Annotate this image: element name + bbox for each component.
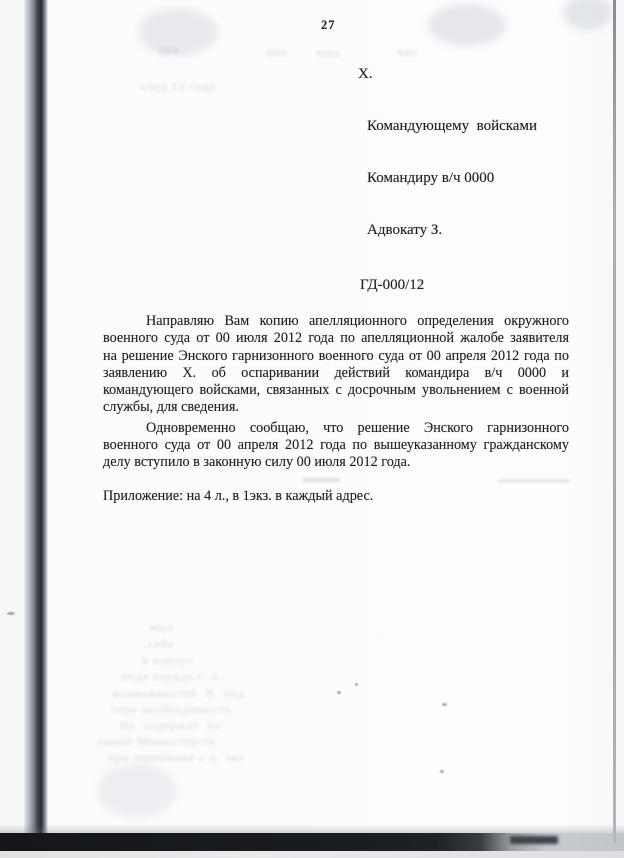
ink-speck (7, 612, 15, 615)
paragraph-line: военного суда от 00 апреля 2012 года по вышеуказанному гражданскому (103, 437, 569, 454)
bleedthrough-fragment: наций Министерств (97, 734, 217, 748)
ink-speck (337, 691, 341, 694)
page-number: 27 (321, 18, 336, 32)
right-page-edge-line (613, 0, 616, 843)
paragraph-1 (103, 313, 569, 417)
paragraph-line: службы, для сведения. (103, 399, 239, 416)
ink-speck (440, 770, 444, 773)
bottom-edge-shadow (0, 824, 624, 833)
bleedthrough-fragment: след 12 года (141, 79, 216, 93)
bleedthrough-fragment: тере необходимость (112, 702, 232, 716)
ink-speck (442, 703, 447, 706)
below-edge-strip (0, 851, 624, 858)
paragraph-line: делу вступило в законную силу 00 июля 2012 года. (103, 454, 411, 471)
faint-smudge-dash (302, 478, 340, 482)
paragraph-line: Направляю Вам копию апелляционного определения окружного (146, 313, 569, 329)
recipient-x: Х. (358, 66, 373, 82)
paragraph-line: заявлению Х. об оспаривании действий командира в/ч 0000 и (103, 364, 569, 381)
scan-smudge (563, 0, 611, 30)
letter-body (103, 313, 569, 472)
bleedthrough-fragment: Не содержат по (120, 718, 222, 732)
recipient-commander-troops: Командующему войсками (367, 118, 537, 134)
bleedthrough-fragment: нпо (317, 45, 341, 60)
ink-speck (355, 683, 358, 686)
bleedthrough-fragment: час (397, 44, 419, 59)
attachment-note: Приложение: на 4 л., в 1экз. в каждый адрес. (103, 488, 374, 504)
paragraph-line: Одновременно сообщаю, что решение Энского гарнизонного (146, 419, 569, 436)
paragraph-2 (103, 420, 569, 472)
scan-smudge (428, 4, 506, 46)
bleedthrough-fragment: апо (266, 44, 289, 59)
bleedthrough-fragment: возможностей И под (113, 686, 245, 700)
recipient-advocate: Адвокату З. (367, 222, 443, 238)
bleedthrough-fragment: себя (148, 637, 175, 651)
faint-smudge-dash (498, 479, 570, 483)
bleedthrough-fragment: в корпус (142, 653, 194, 667)
paragraph-line: военного суда от 00 июля 2012 года по апелляционной жалобе заявителя (103, 330, 569, 347)
recipient-unit-commander: Командиру в/ч 0000 (367, 170, 495, 186)
bleedthrough-fragment: мых (150, 620, 175, 634)
reference-number: ГД-000/12 (360, 277, 425, 293)
bleedthrough-fragment: при экономике с п. эко (107, 750, 245, 764)
bottom-edge-smudge (510, 836, 558, 844)
paragraph-line: на решение Энского гарнизонного военного суда от 00 апреля 2012 года по (103, 347, 569, 364)
left-page-edge-bar (24, 0, 48, 835)
scan-smudge (97, 763, 177, 818)
bleedthrough-fragment: ова (158, 42, 180, 57)
bleedthrough-fragment: пода наряда с п (121, 669, 219, 683)
paragraph-line: командующего войсками, связанных с досрочным увольнением с военной (103, 382, 569, 399)
